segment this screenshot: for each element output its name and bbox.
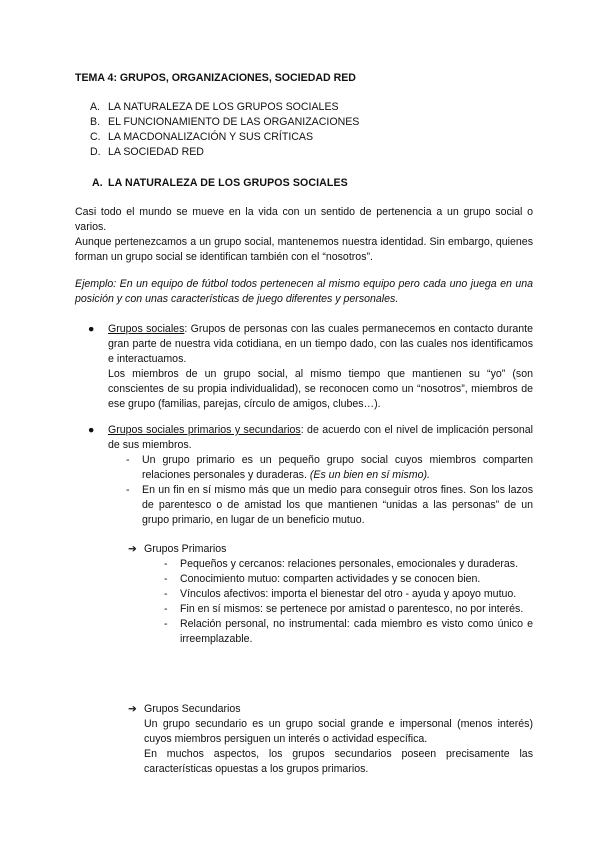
toc-item-b: B. EL FUNCIONAMIENTO DE LAS ORGANIZACIONES <box>90 116 360 128</box>
dash-icon: - <box>164 573 168 585</box>
toc-item-d: D. LA SOCIEDAD RED <box>90 146 204 158</box>
bullet-primarios-secundarios: ● Grupos sociales primarios y secundarios: de acuerdo con el nivel de implicación personal de sus miembros. <box>88 424 534 451</box>
intro-paragraph-2: Aunque pertenezcamos a un grupo social, mantenemos nuestra identidad. Sin embargo, quienes forman un grupo social se identifican también con el “nosotros”. <box>75 236 533 263</box>
dash-icon: - <box>164 558 168 570</box>
primarios-definition-list <box>126 453 533 528</box>
dash-icon: - <box>126 454 130 466</box>
grupos-primarios-list <box>164 557 533 647</box>
dash-icon: - <box>164 603 168 615</box>
grupos-secundarios-heading: ➔ Grupos Secundarios <box>128 703 241 715</box>
term-grupos-sociales: Grupos sociales <box>108 323 185 335</box>
section-heading: A. LA NATURALEZA DE LOS GRUPOS SOCIALES <box>92 177 348 189</box>
grupos-primarios-heading: ➔ Grupos Primarios <box>128 543 227 555</box>
arrow-right-icon: ➔ <box>128 703 137 715</box>
list-item: - Pequeños y cercanos: relaciones personales, emocionales y duraderas. <box>164 558 519 570</box>
table-of-contents <box>90 100 359 160</box>
dash-icon: - <box>164 588 168 600</box>
list-item: - Un grupo primario es un pequeño grupo social cuyos miembros comparten relaciones personales y duraderas. (Es un bien en sí mismo). <box>126 454 533 481</box>
toc-item-c: C. LA MACDONALIZACIÓN Y SUS CRÍTICAS <box>90 131 314 143</box>
grupos-secundarios-text: Un grupo secundario es un grupo social grande e impersonal (menos interés) cuyos miembros persiguen un interés o actividad específica. En muchos aspectos, los grupos secundarios poseen precisamente las características opuestas a los grupos primarios. <box>144 718 533 775</box>
toc-item-a: A. LA NATURALEZA DE LOS GRUPOS SOCIALES <box>90 101 339 113</box>
dash-icon: - <box>126 484 130 496</box>
term-primarios-secundarios: Grupos sociales primarios y secundarios <box>108 424 301 436</box>
grupos-sociales-detail: Los miembros de un grupo social, al mismo tiempo que mantienen su “yo” (son conscientes de su propia individualidad), se reconocen como un “nosotros”, miembros de ese grupo (familias, parejas, círculo de amigos, clubes…). <box>108 368 533 410</box>
bullet-grupos-sociales: ● Grupos sociales: Grupos de personas con las cuales permanecemos en contacto durante gran parte de nuestra vida cotidiana, en un tiempo dado, con las cuales nos identificamos e interactuamos. Los miembros de un grupo social, al mismo tiempo que mantienen su “yo” (son conscientes de su propia individualidad), se reconocen como un “nosotros”, miembros de ese grupo (familias, parejas, círculo de amigos, clubes…). <box>88 323 533 410</box>
dash-icon: - <box>164 618 168 630</box>
list-item: - Conocimiento mutuo: comparten actividades y se conocen bien. <box>164 573 481 585</box>
example-paragraph: Ejemplo: En un equipo de fútbol todos pertenecen al mismo equipo pero cada uno juega en una posición y con unas características de juego diferentes y personales. <box>75 278 533 305</box>
list-item: - Vínculos afectivos: importa el bienestar del otro - ayuda y apoyo mutuo. <box>164 588 517 600</box>
bullet-icon: ● <box>88 424 95 436</box>
arrow-right-icon: ➔ <box>128 543 137 555</box>
list-item: - Relación personal, no instrumental: cada miembro es visto como único e irreemplazable. <box>164 618 533 645</box>
list-item: - En un fin en sí mismo más que un medio para conseguir otros fines. Son los lazos de parentesco o de amistad los que mantienen “unidas a las personas” de un grupo primario, en lugar de un beneficio mutuo. <box>126 484 533 526</box>
list-item: - Fin en sí mismos: se pertenece por amistad o parentesco, no por interés. <box>164 603 524 615</box>
bullet-icon: ● <box>88 323 95 335</box>
page-title: TEMA 4: GRUPOS, ORGANIZACIONES, SOCIEDAD RED <box>75 72 356 84</box>
intro-paragraph-1: Casi todo el mundo se mueve en la vida con un sentido de pertenencia a un grupo social o varios. <box>75 206 533 233</box>
